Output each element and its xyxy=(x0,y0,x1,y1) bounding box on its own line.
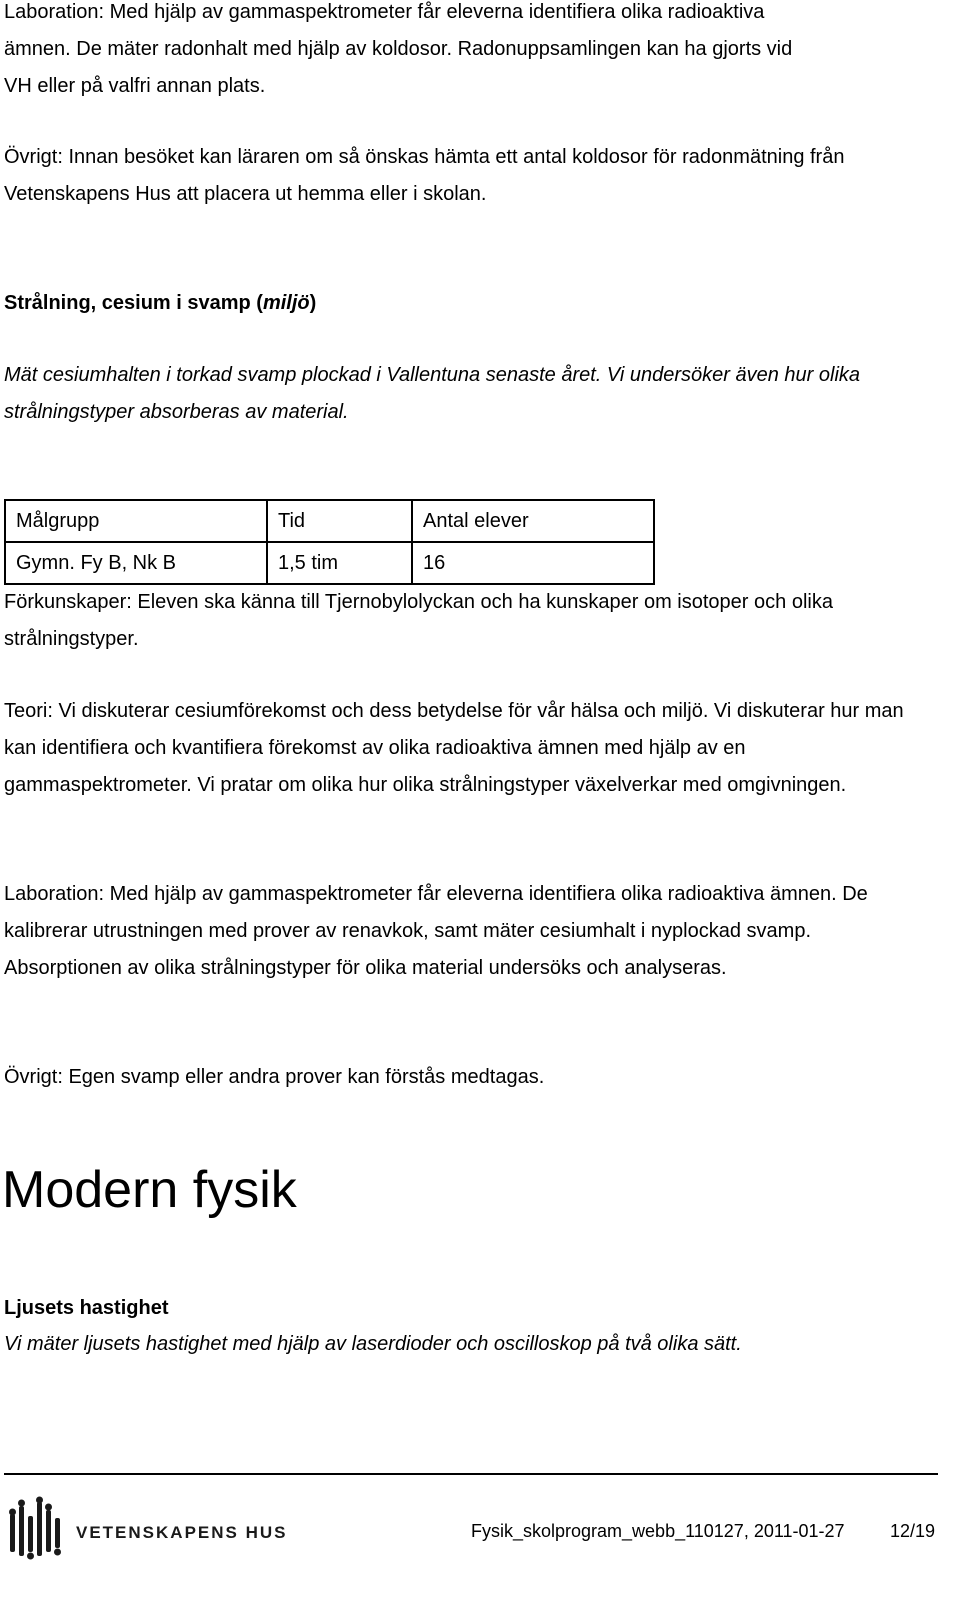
section-heading-cesium xyxy=(4,285,316,322)
teori-paragraph: Teori: Vi diskuterar cesiumförekomst och dess betydelse för vår hälsa och miljö. Vi diskuterar hur man kan identifiera och kvantifiera förekomst av olika radioaktiva ämnen med hjälp av en gammaspektrometer. Vi pratar om olika hur olika strålningstyper växelverkar med omgivningen. xyxy=(4,700,904,796)
logo-text: VETENSKAPENS HUS xyxy=(76,1523,288,1542)
heading-emphasis: miljö xyxy=(262,292,310,314)
lab-line-3: VH eller på valfri annan plats. xyxy=(4,75,266,97)
table-cell: 1,5 tim xyxy=(267,542,412,584)
lab-paragraph-top xyxy=(4,0,792,105)
section-heading-ljus: Ljusets hastighet xyxy=(4,1297,169,1319)
lab-line-1: Laboration: Med hjälp av gammaspektrometer får eleverna identifiera olika radioaktiva xyxy=(4,1,765,23)
vetenskapens-hus-logo xyxy=(4,1496,294,1566)
footer-document-info: Fysik_skolprogram_webb_110127, 2011-01-27 xyxy=(471,1521,845,1541)
laboration-paragraph: Laboration: Med hjälp av gammaspektrometer får eleverna identifiera olika radioaktiva ämnen. De kalibrerar utrustningen med prover av renavkok, samt mäter cesiumhalt i nyplockad svamp. Absorptionen av olika strålningstyper för olika material undersöks och analyseras. xyxy=(4,883,868,979)
table-header-row xyxy=(5,500,654,542)
footer-rule xyxy=(4,1473,938,1475)
table-cell: 16 xyxy=(412,542,654,584)
table-header-cell: Antal elever xyxy=(412,500,654,542)
heading-text: Strålning, cesium i svamp ( xyxy=(4,292,263,314)
cesium-intro: Mät cesiumhalten i torkad svamp plockad i Vallentuna senaste året. Vi undersöker även hur olika strålningstyper absorberas av material. xyxy=(4,364,861,423)
ljus-intro: Vi mäter ljusets hastighet med hjälp av laserdioder och oscilloskop på två olika sätt. xyxy=(4,1333,742,1355)
table-header-cell: Tid xyxy=(267,500,412,542)
lab-line-2: ämnen. De mäter radonhalt med hjälp av koldosor. Radonuppsamlingen kan ha gjorts vid xyxy=(4,38,793,60)
ovrigt-paragraph: Övrigt: Egen svamp eller andra prover kan förstås medtagas. xyxy=(4,1066,545,1088)
info-table xyxy=(4,499,655,585)
table-row xyxy=(5,542,654,584)
forkunskaper-paragraph: Förkunskaper: Eleven ska känna till Tjernobylolyckan och ha kunskaper om isotoper och olika strålningstyper. xyxy=(4,591,833,650)
footer-page-number: 12/19 xyxy=(890,1521,936,1541)
table-header-cell: Målgrupp xyxy=(5,500,267,542)
heading-end: ) xyxy=(309,292,317,314)
table-cell: Gymn. Fy B, Nk B xyxy=(5,542,267,584)
chapter-title: Modern fysik xyxy=(2,1161,297,1219)
ovrigt-paragraph-top: Övrigt: Innan besöket kan läraren om så önskas hämta ett antal koldosor för radonmätning från Vetenskapens Hus att placera ut hemma eller i skolan. xyxy=(4,146,845,205)
